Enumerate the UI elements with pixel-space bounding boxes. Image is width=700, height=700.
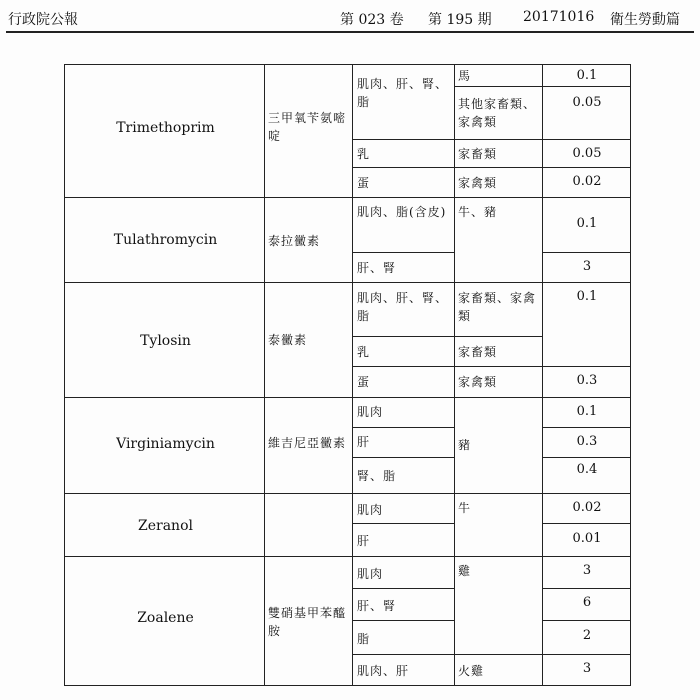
species-label: 其他家畜類、家禽類 bbox=[458, 97, 537, 129]
species-label: 家畜類 bbox=[458, 345, 498, 359]
cell-value bbox=[543, 427, 631, 457]
mrl-value: 0.05 bbox=[572, 95, 602, 110]
cell-value bbox=[543, 523, 631, 556]
tissue-label: 蛋 bbox=[357, 375, 371, 389]
cell-tissue bbox=[353, 493, 455, 523]
cell-value bbox=[543, 252, 631, 282]
cell-tissue bbox=[353, 556, 455, 588]
cell-value bbox=[543, 366, 631, 397]
mrl-value: 0.05 bbox=[572, 146, 602, 161]
cell-value bbox=[543, 493, 631, 523]
cell-tissue bbox=[353, 427, 455, 457]
cell-tissue bbox=[353, 139, 455, 167]
cell-tissue bbox=[353, 64, 455, 139]
cell-value bbox=[543, 620, 631, 654]
cell-value bbox=[543, 139, 631, 167]
cell-drug bbox=[64, 397, 265, 493]
cell-species bbox=[455, 654, 543, 686]
section-name: 衛生勞動篇 bbox=[610, 12, 680, 28]
cell-tissue bbox=[353, 457, 455, 493]
mrl-value: 0.01 bbox=[572, 531, 602, 546]
mrl-value: 0.3 bbox=[576, 373, 598, 388]
cell-value bbox=[543, 64, 631, 86]
cell-species bbox=[455, 282, 543, 336]
cell-tissue bbox=[353, 252, 455, 282]
cell-value bbox=[543, 588, 631, 620]
cell-value bbox=[543, 167, 631, 197]
drug-chinese-name: 三甲氧苄氨嘧啶 bbox=[268, 111, 347, 143]
cell-tissue bbox=[353, 282, 455, 336]
cell-tissue bbox=[353, 397, 455, 427]
cell-species bbox=[455, 139, 543, 167]
species-label: 家畜類、家禽類 bbox=[458, 291, 537, 323]
tissue-label: 脂 bbox=[357, 632, 371, 646]
cell-drug bbox=[64, 493, 265, 556]
drug-chinese-name: 維吉尼亞黴素 bbox=[268, 436, 347, 450]
cell-value bbox=[543, 457, 631, 493]
tissue-label: 肌肉 bbox=[357, 503, 384, 517]
cell-tissue bbox=[353, 654, 455, 686]
page-header bbox=[0, 0, 700, 38]
species-label: 家畜類 bbox=[458, 147, 498, 161]
mrl-value: 0.1 bbox=[576, 289, 598, 304]
mrl-value: 3 bbox=[582, 259, 592, 274]
tissue-label: 肌肉、肝 bbox=[357, 664, 410, 678]
tissue-label: 肌肉、脂(含皮) bbox=[357, 205, 447, 219]
cell-drug bbox=[64, 197, 265, 282]
species-label: 雞 bbox=[458, 564, 472, 578]
cell-value bbox=[543, 556, 631, 588]
cell-species bbox=[455, 167, 543, 197]
drug-name: Tulathromycin bbox=[113, 232, 218, 248]
cell-drug-chinese bbox=[265, 282, 353, 397]
tissue-label: 肝、腎 bbox=[357, 599, 397, 613]
cell-species bbox=[455, 336, 543, 366]
tissue-label: 乳 bbox=[357, 147, 371, 161]
mrl-value: 0.3 bbox=[576, 434, 598, 449]
tissue-label: 肌肉 bbox=[357, 567, 384, 581]
species-label: 牛 bbox=[458, 501, 472, 515]
tissue-label: 肝 bbox=[357, 534, 371, 548]
cell-drug-chinese bbox=[265, 397, 353, 493]
tissue-label: 肌肉、肝、腎、脂 bbox=[357, 291, 449, 323]
cell-tissue bbox=[353, 167, 455, 197]
species-label: 豬 bbox=[458, 438, 472, 452]
cell-drug-chinese bbox=[265, 556, 353, 686]
volume-number: 第 023 卷 bbox=[340, 12, 404, 28]
cell-drug-chinese bbox=[265, 64, 353, 197]
cell-value bbox=[543, 397, 631, 427]
header-rule bbox=[6, 31, 694, 33]
cell-value bbox=[543, 654, 631, 686]
cell-tissue bbox=[353, 588, 455, 620]
mrl-value: 3 bbox=[582, 563, 592, 578]
cell-drug bbox=[64, 556, 265, 686]
species-label: 家禽類 bbox=[458, 176, 498, 190]
publication-date: 20171016 bbox=[523, 9, 595, 25]
drug-chinese-name: 泰黴素 bbox=[268, 333, 308, 347]
drug-name: Zoalene bbox=[137, 610, 194, 626]
cell-value bbox=[543, 197, 631, 252]
species-label: 火雞 bbox=[458, 664, 485, 678]
species-label: 馬 bbox=[458, 69, 472, 83]
cell-tissue bbox=[353, 197, 455, 252]
species-label: 家禽類 bbox=[458, 375, 498, 389]
mrl-value: 6 bbox=[582, 595, 592, 610]
cell-drug-chinese bbox=[265, 197, 353, 282]
cell-species bbox=[455, 397, 543, 493]
mrl-value: 0.02 bbox=[572, 500, 602, 515]
tissue-label: 肌肉 bbox=[357, 405, 384, 419]
cell-tissue bbox=[353, 366, 455, 397]
drug-chinese-name: 泰拉黴素 bbox=[268, 234, 321, 248]
tissue-label: 蛋 bbox=[357, 176, 371, 190]
cell-species bbox=[455, 64, 543, 86]
cell-value bbox=[543, 282, 631, 366]
cell-species bbox=[455, 366, 543, 397]
mrl-value: 0.1 bbox=[576, 68, 598, 83]
drug-name: Virginiamycin bbox=[116, 436, 215, 452]
cell-species bbox=[455, 556, 543, 654]
mrl-value: 0.02 bbox=[572, 174, 602, 189]
mrl-value: 2 bbox=[582, 628, 592, 643]
tissue-label: 肝、腎 bbox=[357, 261, 397, 275]
cell-tissue bbox=[353, 620, 455, 654]
cell-tissue bbox=[353, 523, 455, 556]
tissue-label: 乳 bbox=[357, 345, 371, 359]
cell-drug-chinese bbox=[265, 493, 353, 556]
species-label: 牛、豬 bbox=[458, 205, 498, 219]
mrl-value: 0.1 bbox=[576, 404, 598, 419]
cell-species bbox=[455, 86, 543, 139]
publication-name: 行政院公報 bbox=[8, 12, 78, 28]
mrl-value: 0.4 bbox=[576, 462, 598, 477]
cell-value bbox=[543, 86, 631, 139]
cell-species bbox=[455, 493, 543, 556]
drug-name: Trimethoprim bbox=[116, 120, 215, 136]
tissue-label: 肝 bbox=[357, 435, 371, 449]
cell-tissue bbox=[353, 336, 455, 366]
tissue-label: 腎、脂 bbox=[357, 469, 397, 483]
drug-chinese-name: 雙硝基甲苯醯胺 bbox=[268, 606, 347, 638]
cell-drug bbox=[64, 64, 265, 197]
mrl-value: 3 bbox=[582, 661, 592, 676]
cell-species bbox=[455, 197, 543, 282]
drug-name: Tylosin bbox=[140, 333, 191, 349]
drug-name: Zeranol bbox=[138, 518, 193, 534]
issue-number: 第 195 期 bbox=[428, 12, 492, 28]
cell-drug bbox=[64, 282, 265, 397]
tissue-label: 肌肉、肝、腎、脂 bbox=[357, 77, 449, 109]
mrl-value: 0.1 bbox=[576, 216, 598, 231]
